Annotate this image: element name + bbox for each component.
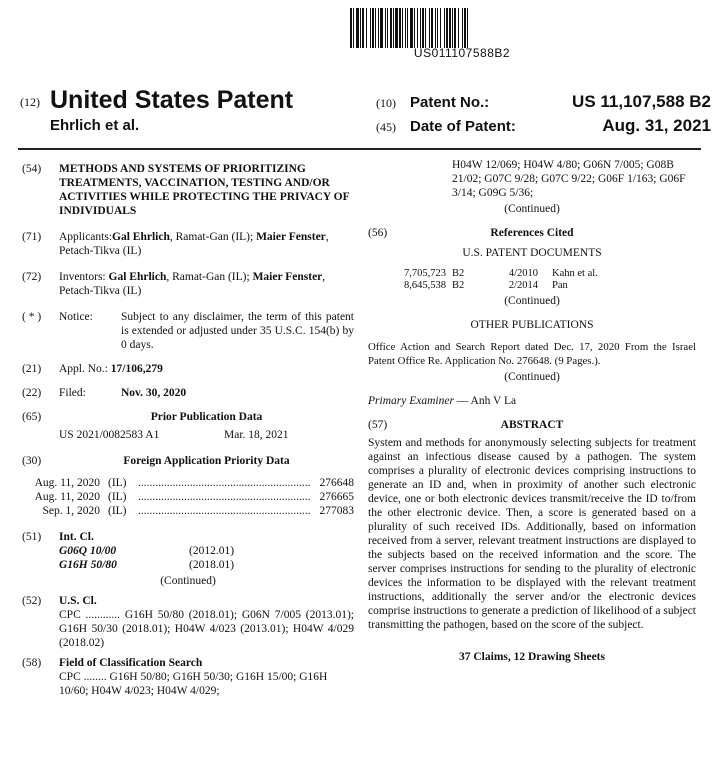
prior-pub-row: US 2021/0082583 A1 Mar. 18, 2021 xyxy=(59,429,289,441)
field-notice: ( * ) Notice: Subject to any disclaimer, the term of this patent is extended or adjusted under 35 U.S.C. 154(b) by 0 days. xyxy=(22,311,354,351)
field-54-title: (54) METHODS AND SYSTEMS OF PRIORITIZING TREATMENTS, VACCINATION, TESTING AND/OR ACTIVITIES WHILE PROTECTING THE PRIVACY OF INDIVIDUALS xyxy=(22,162,354,218)
field-56-references: (56) References Cited xyxy=(368,227,574,239)
left-column: (54) METHODS AND SYSTEMS OF PRIORITIZING TREATMENTS, VACCINATION, TESTING AND/OR ACTIVITIES WHILE PROTECTING THE PRIVACY OF INDIVIDUALS (71) Applicants:Gal Ehrlich, Ramat-Gan (IL); Maier Fenster, Petach-Tikva (IL) (72) Inventors: Gal Ehrlich, Ramat-Gan (IL); Maier Fenster, Petach-Tikva (IL) ( * ) Notice: Subject to any disclaimer, the term of this patent is extended or adjusted under 35 U.S.C. 154(b) by 0 days. (21) Appl. No.: 17/106,279 (22) Filed: Nov. 30, 2020 (65) Prior Publication Data US 2021/0082583 A1 Mar. 18, 2021 (30) Foreign Application Priority Data Aug. 11, 2020 (IL) ............................................................ 276648 Aug. 11, 2020 (IL) ............................................................ 276665 Sep. 1, 2020 (IL) ............................................................ 277083 (51) Int. Cl. G06Q 10/00 (2012.01) G16H 50/80 (2018.01) (Continued) (52) U.S. Cl. CPC ............ G16H 50/80 (2018.01); G06N 7/005 (2013.01); G16H 50/30 (2018.01); H04W 4/023 (2013.01); H04W 4/029 (2018.02) (58) Field of Classification Search CPC ........ G16H 50/80; G16H 50/30; G16H 15/00; G16H 10/60; H04W 4/023; H04W 4/029; xyxy=(22,163,354,697)
field-51-int-cl: (51) Int. Cl. xyxy=(22,531,94,543)
reference-row: 7,705,723 B2 4/2010 Kahn et al. xyxy=(404,268,598,279)
reference-row: 8,645,538 B2 2/2014 Pan xyxy=(404,280,568,291)
int-cl-row: G06Q 10/00 (2012.01) xyxy=(59,545,235,557)
us-patent-docs-heading: U.S. PATENT DOCUMENTS xyxy=(462,247,602,259)
field-72-inventors: (72) Inventors: Gal Ehrlich, Ramat-Gan (IL); Maier Fenster, Petach-Tikva (IL) xyxy=(22,271,326,297)
field-code: (12) xyxy=(20,95,40,109)
field-code: (10) xyxy=(376,96,396,110)
field-65-prior-pub: (65) Prior Publication Data xyxy=(22,411,263,423)
classification-continued: H04W 12/069; H04W 4/80; G06N 7/005; G08B 21/02; G07C 9/28; G07C 9/22; G06F 1/163; G06F 3/14; G09G 5/36; xyxy=(452,159,686,199)
field-58-search: (58) Field of Classification Search xyxy=(22,657,203,669)
field-22-filed: (22) Filed: Nov. 30, 2020 xyxy=(22,387,187,399)
int-cl-list xyxy=(59,544,354,572)
header-right xyxy=(376,92,711,140)
field-71-applicants: (71) Applicants:Gal Ehrlich, Ramat-Gan (IL); Maier Fenster, Petach-Tikva (IL) xyxy=(22,231,329,257)
inventors-short: Ehrlich et al. xyxy=(50,117,140,134)
priority-row: Sep. 1, 2020 (IL) ............................................................ 277083 xyxy=(42,505,354,517)
other-publications-heading: OTHER PUBLICATIONS xyxy=(470,319,594,331)
patent-number: US 11,107,588 B2 xyxy=(572,92,711,111)
header-divider xyxy=(18,148,701,150)
field-52-us-cl: (52) U.S. Cl. xyxy=(22,595,97,607)
document-type-title: United States Patent xyxy=(50,86,294,114)
patent-no-label: Patent No.: xyxy=(410,94,490,111)
barcode-number: US011107588B2 xyxy=(413,46,511,60)
int-cl-row: G16H 50/80 (2018.01) xyxy=(59,559,235,571)
references-list xyxy=(368,268,696,292)
primary-examiner: Primary Examiner — Anh V La xyxy=(368,395,517,407)
right-column: H04W 12/069; H04W 4/80; G06N 7/005; G08B 21/02; G07C 9/28; G07C 9/22; G06F 1/163; G06F 3/14; G09G 5/36; (Continued) (56) References Cited U.S. PATENT DOCUMENTS 7,705,723 B2 4/2010 Kahn et al. 8,645,538 B2 2/2014 Pan (Continued) OTHER PUBLICATIONS Office Action and Search Report dated Dec. 17, 2020 From the Israel Patent Office Re. Application No. 276648. (9 Pages.). (Continued) Primary Examiner — Anh V La (57) ABSTRACT System and methods for anonymously selecting subjects for treatment against an infectious disease caused by a pathogen. The system comprises a plurality of electronic devices comprising instructions to generate an ID and, when in proximity of another such electronic device, one or both electronic devices transmit/receive the ID to/from the other electronic device. Then, a score is generated based on a plurality of such received IDs. Additionally, based on information received from a server, relevant treatment instructions are displayed to the subjects based on the received information and the score. The server comprises instructions for sending to the plurality of electronic devices the information to be displayed with the relevant treatment instructions, additionally the server and/or the electronic devices comprise instructions to generate a prediction of likelihood of a subject transmitting the pathogen, based on the score of the subject. 37 Claims, 12 Drawing Sheets xyxy=(368,159,696,663)
us-cl-text: CPC ............ G16H 50/80 (2018.01); G06N 7/005 (2013.01); G16H 50/30 (2018.01); H04W 4/023 (2013.01); H04W 4/029 (2018.02) xyxy=(59,609,354,649)
field-code: (45) xyxy=(376,120,396,134)
priority-row: Aug. 11, 2020 (IL) ............................................................ 276665 xyxy=(34,491,354,503)
field-57-abstract: (57) ABSTRACT xyxy=(368,419,564,431)
invention-title: METHODS AND SYSTEMS OF PRIORITIZING TREATMENTS, VACCINATION, TESTING AND/OR ACTIVITIES WHILE PROTECTING THE PRIVACY OF INDIVIDUALS xyxy=(59,163,350,217)
priority-row: Aug. 11, 2020 (IL) ............................................................ 276648 xyxy=(34,477,354,489)
abstract-text: System and methods for anonymously selecting subjects for treatment against an infectious disease caused by a pathogen. The system comprises a plurality of electronic devices comprising instructions to generate an ID and, when in proximity of another such electronic device, one or both electronic devices transmit/receive the ID to/from the other electronic device. Then, a score is generated based on a plurality of such received IDs. Additionally, based on information received from a server, relevant treatment instructions are displayed to the subjects based on the received information and the score. The server comprises instructions for sending to the plurality of electronic devices the information to be displayed with the relevant treatment instructions, additionally the server and/or the electronic devices comprise instructions to generate a prediction of likelihood of a subject transmitting the pathogen, based on the score of the subject. xyxy=(368,437,696,631)
date-label: Date of Patent: xyxy=(410,118,516,135)
field-30-foreign-priority: (30) Foreign Application Priority Data xyxy=(22,455,290,467)
barcode-image xyxy=(350,8,570,48)
foreign-priority-list xyxy=(30,476,354,518)
field-21-appl-no: (21) Appl. No.: 17/106,279 xyxy=(22,363,163,375)
claims-sheets: 37 Claims, 12 Drawing Sheets xyxy=(459,651,605,663)
patent-date: Aug. 31, 2021 xyxy=(602,116,711,135)
other-publication-text: Office Action and Search Report dated Dec. 17, 2020 From the Israel Patent Office Re. Application No. 276648. (9 Pages.). xyxy=(368,341,696,367)
header-left xyxy=(20,86,293,134)
search-text: CPC ........ G16H 50/80; G16H 50/30; G16H 15/00; G16H 10/60; H04W 4/023; H04W 4/029; xyxy=(59,671,328,697)
